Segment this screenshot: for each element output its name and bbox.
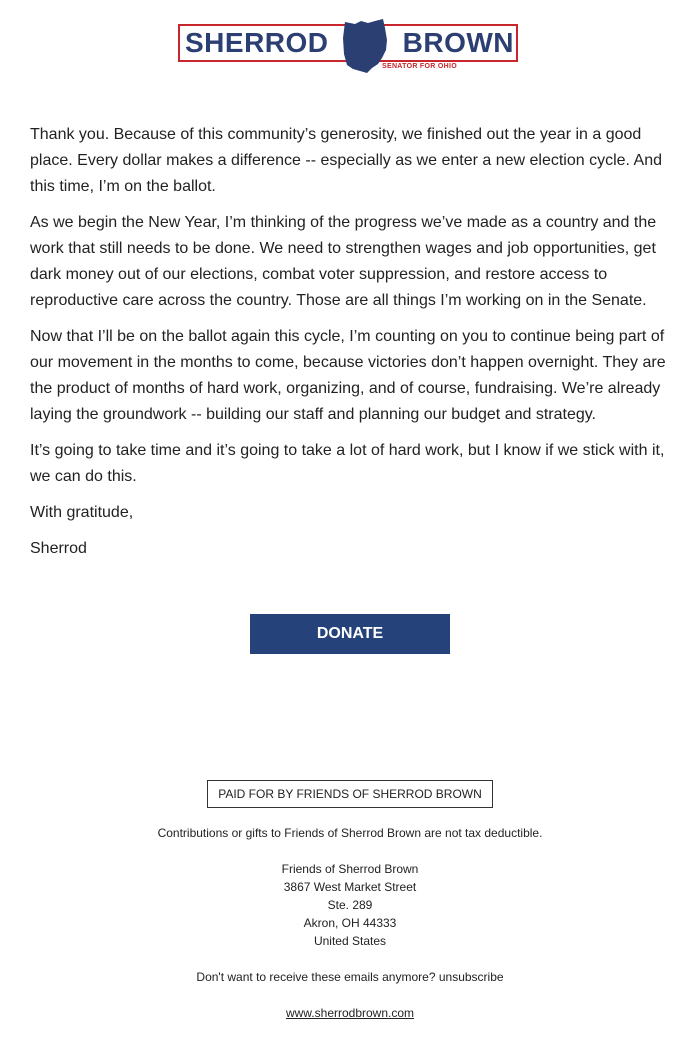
logo xyxy=(178,18,522,74)
footer xyxy=(0,780,700,1022)
letter-closing: With gratitude, xyxy=(30,504,134,521)
letter-paragraph: Thank you. Because of this community’s generosity, we finished out the year in a good place. Every dollar makes a difference -- especially as we enter a new election cycle. And this time, I’m on the ballot. xyxy=(30,126,663,195)
logo-last-name: BROWN xyxy=(402,27,514,58)
letter-paragraph: It’s going to take time and it’s going to take a lot of hard work, but I know if we stick with it, we can do this. xyxy=(30,442,665,485)
letter-paragraph: Now that I’ll be on the ballot again this cycle, I’m counting on you to continue being part of our movement in the months to come, because victories don’t happen overnight. They are the product of months of hard work, organizing, and of course, fundraising. We’re already laying the groundwork -- building our staff and planning our budget and strategy. xyxy=(30,328,666,423)
unsubscribe-prompt: Don't want to receive these emails anymore? xyxy=(196,970,436,984)
unsubscribe-link[interactable]: unsubscribe xyxy=(438,970,504,984)
tax-disclaimer: Contributions or gifts to Friends of Sherrod Brown are not tax deductible. xyxy=(157,826,543,840)
address-line: Ste. 289 xyxy=(327,898,373,912)
paid-for-disclaimer: PAID FOR BY FRIENDS OF SHERROD BROWN xyxy=(207,780,493,808)
logo-tagline: SENATOR FOR OHIO xyxy=(382,63,457,70)
address-line: United States xyxy=(313,934,387,948)
unsubscribe-line xyxy=(0,968,700,986)
address-line: Friends of Sherrod Brown xyxy=(281,862,419,876)
donate-button[interactable]: DONATE xyxy=(250,614,450,654)
website-line xyxy=(0,1004,700,1022)
letter-signature: Sherrod xyxy=(30,540,87,557)
website-link[interactable]: www.sherrodbrown.com xyxy=(285,1006,415,1020)
address-line: Akron, OH 44333 xyxy=(303,916,397,930)
letter-paragraph: As we begin the New Year, I’m thinking of the progress we’ve made as a country and the work that still needs to be done. We need to strengthen wages and job opportunities, get dark money out of our elections, combat voter suppression, and restore access to reproductive care across the country. Those are all things I’m working on in the Senate. xyxy=(30,214,657,309)
mailing-address xyxy=(0,860,700,950)
address-line: 3867 West Market Street xyxy=(283,880,417,894)
logo-first-name: SHERROD xyxy=(185,27,329,58)
letter-body xyxy=(30,122,674,572)
